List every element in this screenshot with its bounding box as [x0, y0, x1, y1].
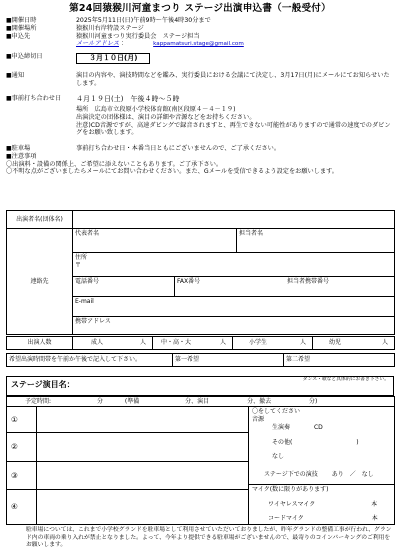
- square-bullet-icon: ■: [6, 145, 12, 153]
- mobile-address-field[interactable]: 携帯アドレス: [73, 317, 395, 335]
- info-row-deadline: ■申込締切日 ３月１０日(月): [6, 53, 394, 64]
- info-row-mail: メールアドレス ： kappamatsuri.stage@gmail.com: [76, 40, 244, 48]
- cord-count[interactable]: 本: [371, 515, 378, 522]
- people-count-label: 出演人数: [7, 337, 73, 350]
- stage-item-1-field[interactable]: [37, 407, 249, 433]
- applicant-form: [6, 210, 394, 335]
- stage-item-number: ③: [7, 461, 37, 489]
- square-bullet-icon: ■: [6, 71, 12, 79]
- info-row-caution: ■注意事項: [6, 152, 37, 160]
- mail-address-link[interactable]: kappamatsuri.stage@gmail.com: [153, 41, 244, 48]
- contact-label: 連絡先: [7, 229, 73, 335]
- person-name-field[interactable]: 担当者名: [237, 229, 395, 253]
- stage-item-4-field[interactable]: [37, 490, 249, 524]
- applicant-table: [6, 210, 395, 335]
- mail-address-label: メールアドレス: [76, 40, 120, 48]
- email-field[interactable]: E-mail: [73, 297, 395, 317]
- square-bullet-icon: ■: [6, 95, 12, 103]
- live-option[interactable]: 生演奏: [272, 424, 291, 431]
- tel-field[interactable]: 電話番号: [73, 277, 175, 297]
- first-choice-field[interactable]: 第一希望: [173, 354, 284, 367]
- elem-count-field[interactable]: 小学生 人: [233, 337, 313, 350]
- cd-option[interactable]: CD: [313, 424, 323, 431]
- other-option[interactable]: その他(: [272, 438, 293, 446]
- footer-note: 駐車場については、これまで小学校グランドを駐車場として利用させていただいておりましたが、昨年グランドの整備工事が行われ、グランド内の車両の乗り入れが禁止となりました。よって、今年より提供できる駐車場がございませんので、最寄りのコインパーキングのご利用をお願いします。: [26, 527, 392, 549]
- square-bullet-icon: ■: [6, 152, 12, 160]
- adult-count-field[interactable]: 成人 人: [73, 337, 153, 350]
- info-row-apply: ■申込先 猿猴川河童まつり実行委員会 ステージ担当: [6, 32, 200, 40]
- people-count: [6, 336, 394, 350]
- event-info: [6, 17, 394, 176]
- stage-table: [6, 396, 395, 525]
- info-row-parking: ■駐車場 事前打ち合わせ日・本番当日ともにございませんので、ご了承ください。: [6, 145, 281, 153]
- stage-options: 〇をしてください 音源 生演奏 CD その他( ) なし ステージ下での演技 あり ／ なし マイク(数に限りがあります) ワイヤレスマイク 本 コードマイク 本: [249, 407, 395, 525]
- none-option[interactable]: なし: [272, 453, 285, 460]
- stage-title-field[interactable]: [6, 376, 394, 396]
- stage-down-option[interactable]: あり ／ なし: [331, 470, 374, 478]
- address-field[interactable]: 住所 〒: [73, 253, 395, 277]
- info-row-meeting: ■事前打ち合わせ日 ４月１９日(土) 午後４時～５時 場所 広島市立段原小学校体育館(南区段原４－４－１９) 出演決定の団体様は、演目の詳細や音源などをお持ちください。 注意)CD音源ですが、高速ダビングで録音されますと、再生できない可能性がありますので通常の速度でのダビングをお願い致します。: [6, 95, 391, 137]
- timeslot-section: [6, 353, 394, 367]
- deadline-box: ３月１０日(月): [76, 53, 150, 64]
- square-bullet-icon: ■: [6, 53, 12, 61]
- stage-section: [6, 376, 394, 525]
- page-title: 第24回猿猴川河童まつり ステージ出演申込書（一般受付）: [69, 3, 331, 14]
- rep-name-field[interactable]: 代表者名: [73, 229, 237, 253]
- caution-2: 〇不明な点がございましたらメールにてお問い合わせください。また、Gメールを受信できるよう設定をお願いします。: [6, 168, 338, 176]
- group-name-label: 出演者名(団体名): [7, 211, 73, 229]
- second-choice-field[interactable]: 第二希望: [284, 354, 395, 367]
- caution-1: 〇出演料・設備の関係上、ご希望に添えないこともあります。ご了承下さい。: [6, 160, 223, 168]
- stage-item-3-field[interactable]: [37, 461, 249, 489]
- kinder-count-field[interactable]: 幼児 人: [313, 337, 395, 350]
- stage-item-number: ②: [7, 433, 37, 461]
- stage-item-number: ①: [7, 407, 37, 433]
- timeslot-label: 希望出演時間帯を午前か午後で記入して下さい。: [7, 354, 173, 367]
- planned-time-row[interactable]: 予定時間: 分 (準備 分、演目 分、撤去 分): [7, 397, 395, 407]
- stage-item-2-field[interactable]: [37, 433, 249, 461]
- info-row-venue: ■開催場所 猿猴川右岸特設ステージ: [6, 24, 144, 32]
- info-row-date: ■開催日時 2025年5月11日(日)午前9時～午後4時30分まで: [6, 17, 211, 24]
- square-bullet-icon: ■: [6, 32, 12, 40]
- stage-title-note: ダンス・歌など具体的にお書き下さい。: [302, 377, 389, 382]
- stage-title-label: ステージ演目名：: [11, 380, 75, 389]
- square-bullet-icon: ■: [6, 24, 12, 32]
- stage-item-number: ④: [7, 490, 37, 524]
- info-row-notice: ■通知 演目の内容や、演技時間などを鑑み、実行委員における会議にて決定し、3月17日(月)にメールにてお知らせいたします。: [6, 71, 390, 87]
- group-name-field[interactable]: [73, 211, 395, 229]
- fax-field[interactable]: FAX番号 担当者携帯番号: [175, 277, 395, 297]
- square-bullet-icon: ■: [6, 17, 12, 24]
- wireless-count[interactable]: 本: [371, 500, 378, 508]
- middle-count-field[interactable]: 中・高・大 人: [153, 337, 233, 350]
